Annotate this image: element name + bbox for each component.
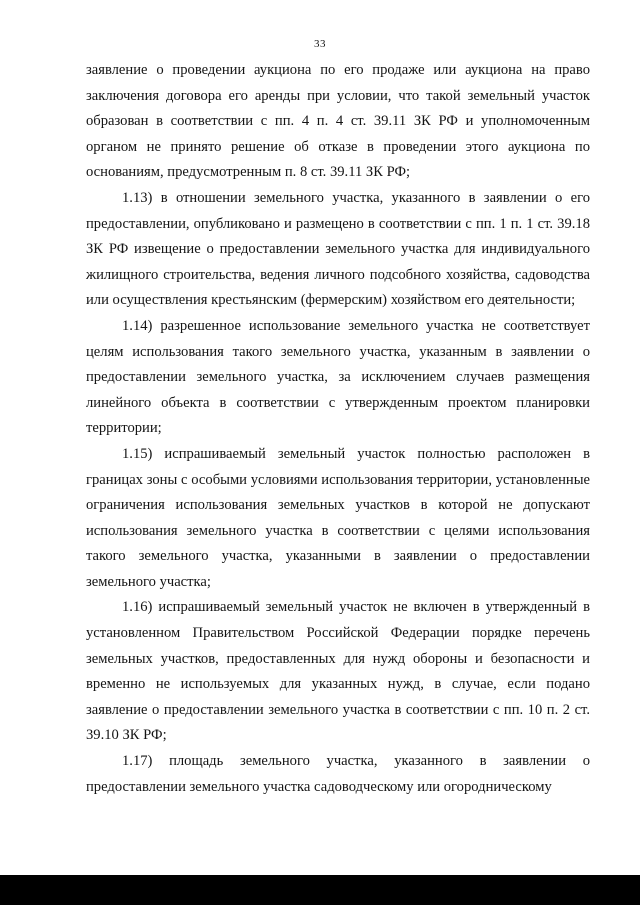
paragraph-1-15: 1.15) испрашиваемый земельный участок полностью расположен в границах зоны с особыми условиями использования территории, установленные ограничения использования земельных участков в которой не допускают использования земельного участка в соответствии с целями использования такого земельного участка, указанными в заявлении о предоставлении земельного участка; [86, 445, 590, 590]
paragraph-1-14: 1.14) разрешенное использование земельного участка не соответствует целям использования такого земельного участка, указанным в заявлении о предоставлении земельного участка, за исключением случаев размещения линейного объекта в соответствии с утвержденным проектом планировки территории; [86, 317, 590, 437]
document-body [86, 58, 590, 800]
page-number: 33 [314, 38, 326, 50]
paragraph-continuation: заявление о проведении аукциона по его продаже или аукциона на право заключения договора его аренды при условии, что такой земельный участок образован в соответствии с пп. 4 п. 4 ст. 39.11 ЗК РФ и уполномоченным органом не принято решение об отказе в проведении этого аукциона по основаниям, предусмотренным п. 8 ст. 39.11 ЗК РФ; [86, 62, 590, 181]
scan-bottom-border [0, 875, 640, 905]
paragraph-1-17: 1.17) площадь земельного участка, указанного в заявлении о предоставлении земельного участка садоводческому или огородническому [86, 753, 590, 795]
paragraph-1-16: 1.16) испрашиваемый земельный участок не включен в утвержденный в установленном Правительством Российской Федерации порядке перечень земельных участков, предоставленных для нужд обороны и безопасности и временно не используемых для указанных нужд, в случае, если подано заявление о предоставлении земельного участка в соответствии с пп. 10 п. 2 ст. 39.10 ЗК РФ; [86, 599, 590, 744]
paragraph-1-13: 1.13) в отношении земельного участка, указанного в заявлении о его предоставлении, опубликовано и размещено в соответствии с пп. 1 п. 1 ст. 39.18 ЗК РФ извещение о предоставлении земельного участка для индивидуального жилищного строительства, ведения личного подсобного хозяйства, садоводства или осуществления крестьянским (фермерским) хозяйством его деятельности; [86, 189, 590, 309]
